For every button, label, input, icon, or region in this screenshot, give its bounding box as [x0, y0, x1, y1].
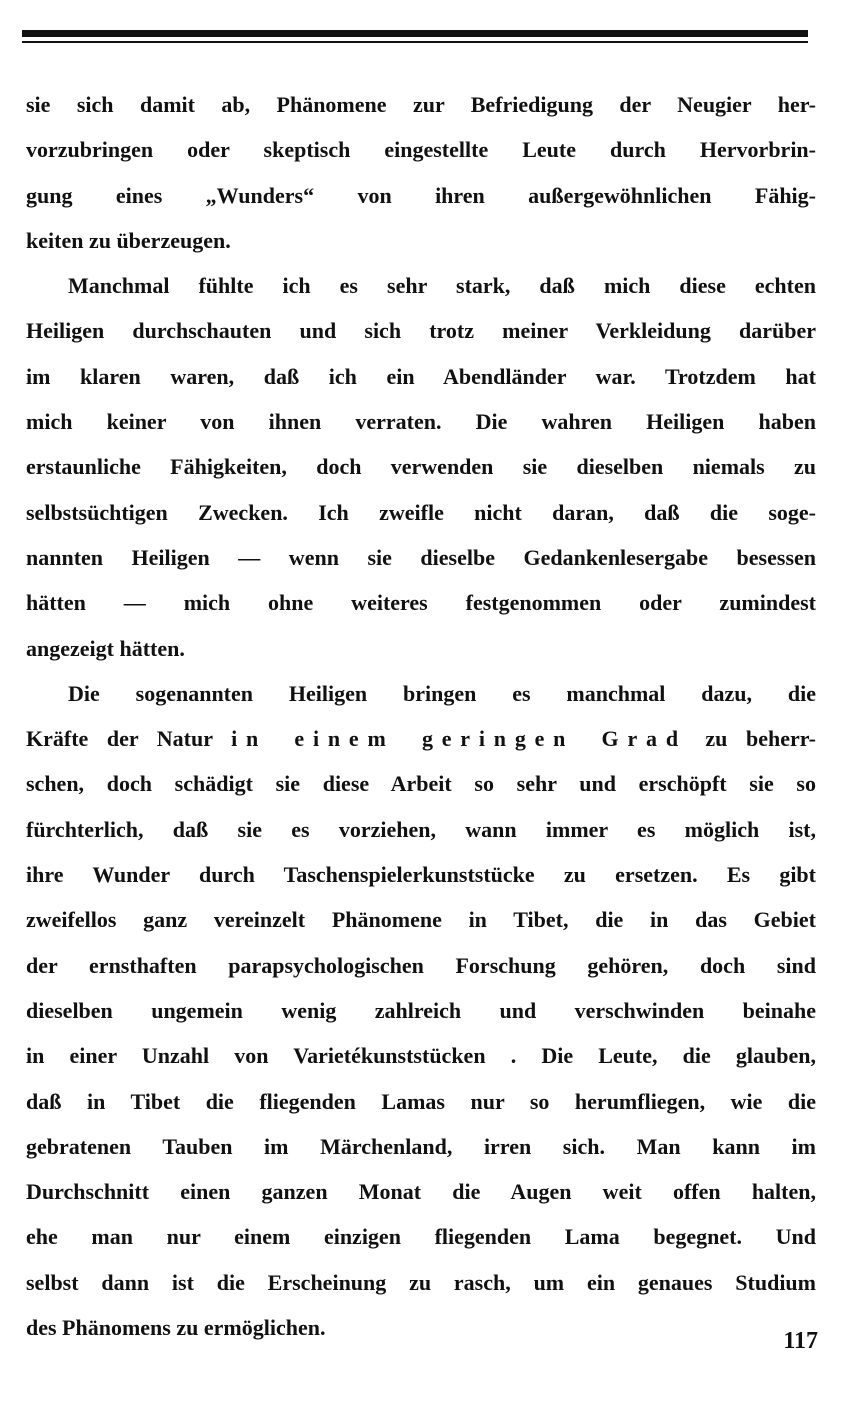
text-line: nannten Heiligen — wenn sie dieselbe Gedankenlesergabe besessen	[26, 544, 816, 570]
text-line: im klaren waren, daß ich ein Abendländer war. Trotzdem hat	[26, 363, 816, 389]
text-line: sie sich damit ab, Phänomene zur Befriedigung der Neugier her-	[26, 92, 816, 117]
text-line: der ernsthaften parapsychologischen Forschung gehören, doch sind	[26, 952, 816, 978]
text-line: selbstsüchtigen Zwecken. Ich zweifle nicht daran, daß die soge-	[26, 499, 816, 525]
text-line: des Phänomens zu ermöglichen.	[26, 1315, 326, 1341]
text-line	[26, 716, 816, 761]
text-line: schen, doch schädigt sie diese Arbeit so sehr und erschöpft sie so	[26, 771, 816, 797]
text-segment: zu beherr-	[686, 726, 816, 752]
text-line: Manchmal fühlte ich es sehr stark, daß mich diese echten	[68, 273, 816, 299]
text-line: Durchschnitt einen ganzen Monat die Augen weit offen halten,	[26, 1179, 816, 1205]
header-rule-thick	[22, 30, 808, 37]
text-line: keiten zu überzeugen.	[26, 227, 231, 253]
text-line: gung eines „Wunders“ von ihren außergewöhnlichen Fähig-	[26, 182, 816, 208]
text-line: ihre Wunder durch Taschenspielerkunststücke zu ersetzen. Es gibt	[26, 862, 816, 888]
text-line: in einer Unzahl von Varietékunststücken . Die Leute, die glauben,	[26, 1043, 816, 1069]
text-line: Die sogenannten Heiligen bringen es manchmal dazu, die	[68, 680, 816, 706]
header-rule-thin	[22, 41, 808, 43]
body-text	[26, 82, 816, 1350]
text-line: dieselben ungemein wenig zahlreich und verschwinden beinahe	[26, 997, 816, 1023]
paragraph	[26, 263, 816, 671]
text-line: selbst dann ist die Erscheinung zu rasch, um ein genaues Studium	[26, 1269, 816, 1295]
text-line: Heiligen durchschauten und sich trotz meiner Verkleidung darüber	[26, 318, 816, 344]
text-line: hätten — mich ohne weiteres festgenommen oder zumindest	[26, 590, 816, 616]
text-line: angezeigt hätten.	[26, 635, 185, 661]
text-line: erstaunliche Fähigkeiten, doch verwenden sie dieselben niemals zu	[26, 454, 816, 480]
text-line: mich keiner von ihnen verraten. Die wahren Heiligen haben	[26, 409, 816, 435]
text-line: fürchterlich, daß sie es vorziehen, wann immer es möglich ist,	[26, 816, 816, 842]
spaced-emphasis: in einem geringen Grad	[231, 726, 687, 752]
paragraph	[26, 671, 816, 1350]
text-line: gebratenen Tauben im Märchenland, irren sich. Man kann im	[26, 1133, 816, 1159]
paragraph	[26, 82, 816, 263]
text-segment: Kräfte der Natur	[26, 726, 232, 752]
text-line: zweifellos ganz vereinzelt Phänomene in Tibet, die in das Gebiet	[26, 907, 816, 933]
text-line: ehe man nur einem einzigen fliegenden Lama begegnet. Und	[26, 1224, 816, 1250]
page-number: 117	[783, 1328, 818, 1354]
text-line: vorzubringen oder skeptisch eingestellte Leute durch Hervorbrin-	[26, 137, 816, 163]
text-line: daß in Tibet die fliegenden Lamas nur so herumfliegen, wie die	[26, 1088, 816, 1114]
